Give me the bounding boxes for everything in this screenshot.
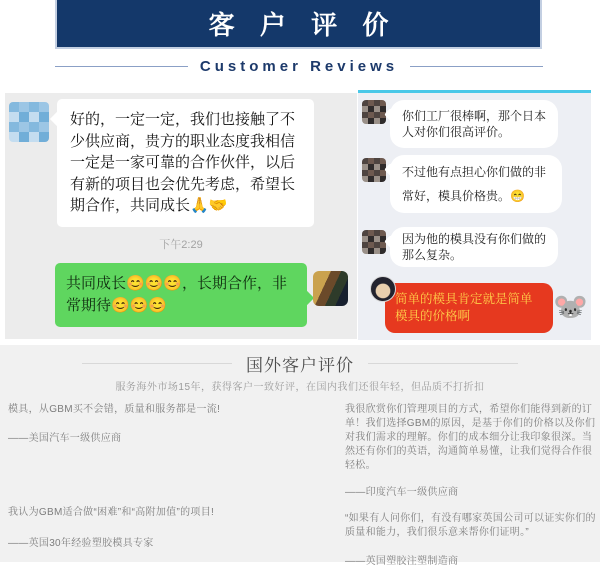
page-subtitle-row [55,57,543,75]
review-quote: 我认为GBM适合做“困难”和“高附加值”的项目! [8,507,215,518]
received-message-bubble: 好的，一定一定，我们也接触了不少供应商，贵方的职业态度我相信一定是一家可靠的合作伙伴，以后有新的项目也会优先考虑，希望长期合作，共同成长🙏🤝 [57,99,314,227]
quoted-red-message-bubble: 简单的模具肯定就是简单模具的价格啊 [385,283,553,333]
review-quote: “如果有人问你们，有没有哪家英国公司可以证实你们的质量和能力，我们很乐意来帮你们证明。” [345,513,596,538]
chat-screenshot-right [358,90,591,340]
reviews-column-right [345,403,597,567]
overseas-reviews-section [0,345,600,567]
contact-avatar [9,102,49,142]
received-message-bubble: 不过他有点担心你们做的非常好，模具价格贵。😁 [390,155,562,213]
title-rule-right [368,363,518,364]
received-message-bubble: 因为他的模具没有你们做的那么复杂。 [390,227,558,267]
contact-avatar [362,158,386,182]
chat-timestamp: 下午2:29 [159,239,203,251]
review-author: ——英国30年经验塑胶模具专家 [8,538,154,549]
contact-avatar [362,230,386,254]
section-title: 国外客户评价 [246,356,354,375]
review-author: ——英国塑胶注塑制造商 [345,556,459,567]
review-author: ——美国汽车一级供应商 [8,433,122,444]
received-message-bubble: 你们工厂很棒啊，那个日本人对你们很高评价。 [390,100,558,148]
review-quote: 我很欣赏你们管理项目的方式，希望你们能得到新的订单！我们选择GBM的原因，是基于你们的价格以及你们对我们需求的理解。你们的成本细分让我印象很深。当然还有你们的英语，沟通简单易懂，让我们觉得合作很轻松。 [345,404,596,471]
section-subtitle: 服务海外市场15年，获得客户一致好评，在国内我们还很年轻，但品质不打折扣 [115,382,485,393]
subtitle-rule-left [55,66,188,67]
review-author: ——印度汽车一级供应商 [345,487,459,498]
contact-avatar [362,100,386,124]
reviews-column-left [8,403,300,549]
title-rule-left [82,363,232,364]
sent-message-bubble: 共同成长😊😊😊，长期合作，非常期待😊😊😊 [55,263,307,327]
review-quote: 模具，从GBM买不会错，质量和服务都是一流! [8,404,221,415]
mouse-sticker-icon: 🐭 [553,291,588,322]
subtitle-rule-right [410,66,543,67]
page-title: 客 户 评 价 [208,10,398,40]
chat-screenshot-left [5,93,357,339]
section-title-row [0,351,600,376]
page-title-banner [55,0,542,49]
page-subtitle-en: Customer Reviews [199,57,399,75]
user-avatar [313,271,348,306]
quoted-user-avatar [370,276,396,302]
